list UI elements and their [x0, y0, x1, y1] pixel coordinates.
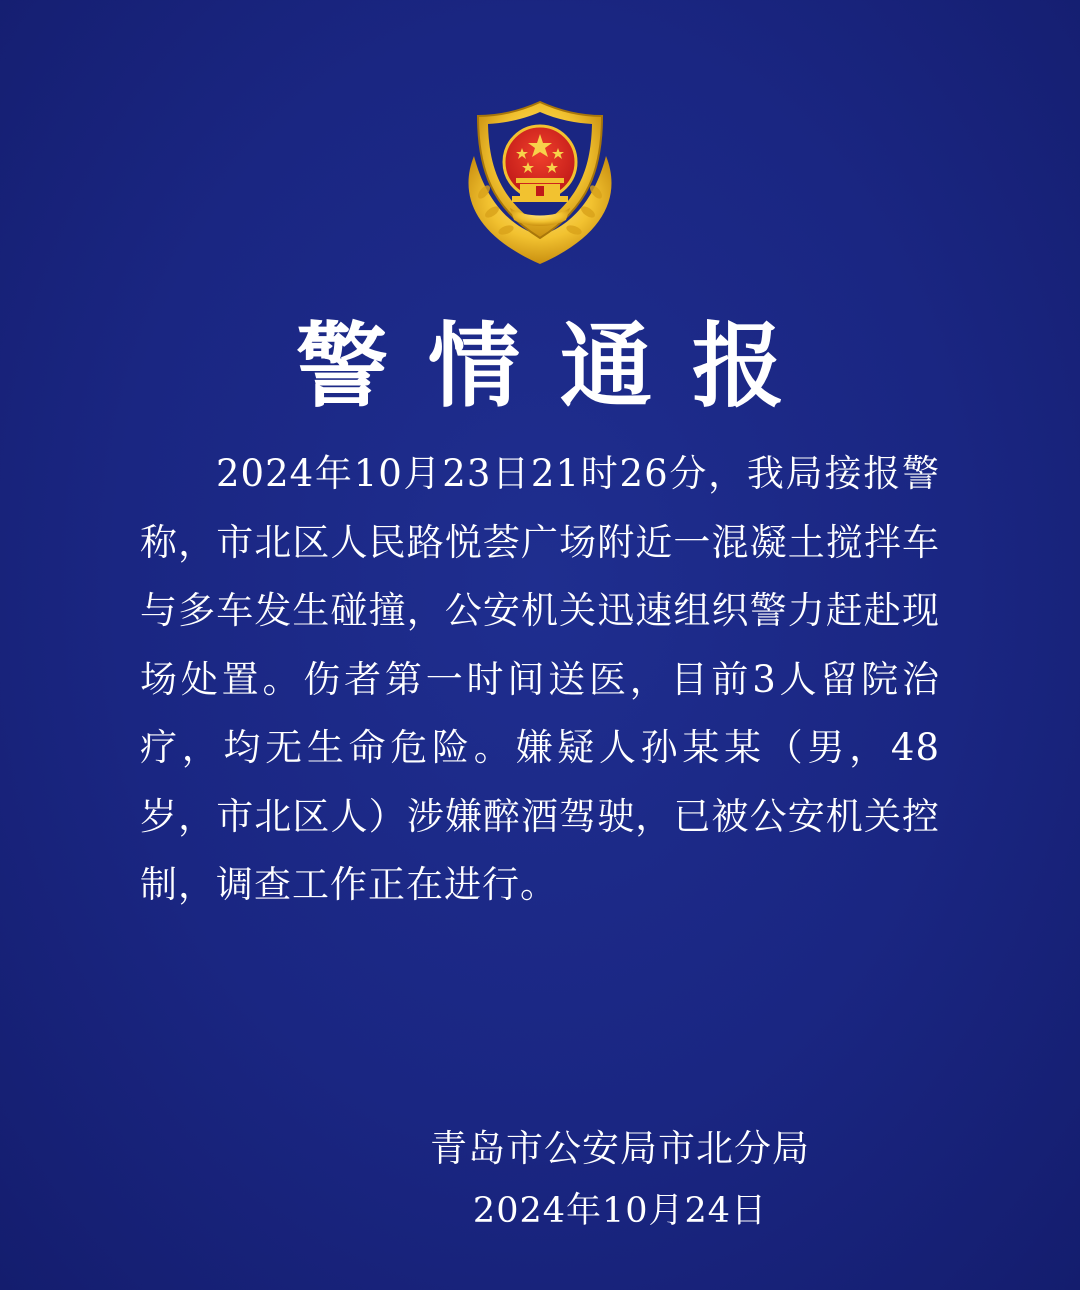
notice-body: 2024年10月23日21时26分，我局接报警称，市北区人民路悦荟广场附近一混凝土搅拌车与多车发生碰撞，公安机关迅速组织警力赶赴现场处置。伤者第一时间送医，目前3人留院治疗，均无生命危险。嫌疑人孙某某（男，48岁，市北区人）涉嫌醉酒驾驶，已被公安机关控制，调查工作正在进行。	[140, 452, 940, 906]
issue-date: 2024年10月24日	[472, 1191, 768, 1231]
police-emblem-icon	[456, 96, 624, 268]
issuer-name: 青岛市公安局市北分局	[430, 1127, 810, 1170]
notice-title: 警情通报	[295, 313, 824, 420]
